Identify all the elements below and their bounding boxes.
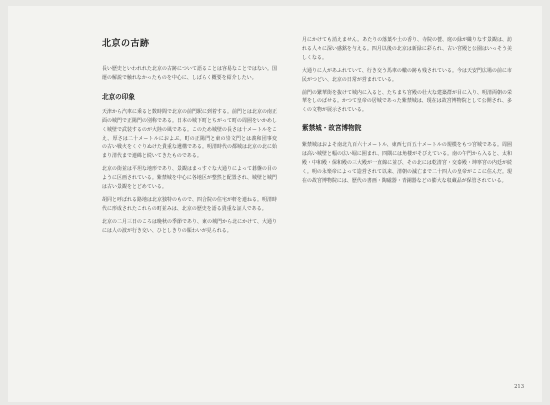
left-column <box>102 28 277 240</box>
intro-paragraph: 長い歴史といわれれた北京の古跡について語ることは容易なことではない。国運の解説で触れなかったものを中心に、しばらく概要を紹介したい。 <box>102 66 277 81</box>
body-paragraph: 北京の二月三日のころは晩秋の季節であり、東の城門から北にかけて、大通りには人の波が行き交い、ひとしきりの賑わいが見られる。 <box>102 218 277 234</box>
page-title: 北京の古跡 <box>102 39 150 49</box>
body-paragraph: 前門の繁華街を抜けて城内に入ると、たちまち宮殿の壮大な建築群が目に入り、明清両朝の栄華をしのばせる。かつて皇帝の居城であった紫禁城は、現在は故宮博物院として公開され、多くの文物が展示されている。 <box>302 89 512 114</box>
body-paragraph: 天津から汽車に乗ると数時間で北京の前門駅に到着する。前門とは北京の南正面の城門で正陽門の別称である。日本の城下町とちがって町の周囲をいかめしく城壁で武装するのが大陸の風である。このため城壁の長さは十メートルをこえ、厚さは二十メートルにおよぶ。町の正陽門と東の崇文門とは義和団事変の古い戦火をくぐりぬけた貴重な遺構である。明清時代の都城は北京の北に始まり清代まで連綿と続いてきたものである。 <box>102 108 277 160</box>
page-number: 213 <box>514 384 524 390</box>
body-paragraph: 北京の街並は平坦な地形であり、景観はまっすぐな大通りによって碁盤の目のように区画されている。紫禁城を中心に各地区が整然と配置され、城壁と城門は古い景観をとどめている。 <box>102 166 277 191</box>
section-heading-forbidden-city: 紫禁城・故宮博物院 <box>302 124 362 133</box>
body-paragraph: 大通りに人があふれていて、行き交う馬車の轍の跡も残されている。今は天安門広場の前に市民がつどい、北京の日常が営まれている。 <box>302 67 512 83</box>
section-heading-impression: 北京の印象 <box>102 92 135 101</box>
body-paragraph: 紫禁城はおよそ南北九百六十メートル、東西七百五十メートルの規模をもつ宮城である。周囲は高い城壁と幅の広い堀に囲まれ、四隅には角楼がそびえている。南の午門から入ると、太和殿・中和殿・保和殿の三大殿が一直線に並び、その北には乾清宮・交泰殿・坤寧宮の内廷が続く。明の永楽帝によって造営されて以来、清朝の滅亡まで二十四人の皇帝がここに住んだ。現在の故宮博物院には、歴代の書画・陶磁器・青銅器などの膨大な収蔵品が保管されている。 <box>302 142 512 184</box>
body-paragraph: 胡同と呼ばれる路地は北京独特のもので、四合院の住宅が軒を連ねる。明清時代に形成されたこれらの町並みは、北京の歴史を語る貴重な証人である。 <box>102 196 277 212</box>
right-column <box>302 36 512 190</box>
body-paragraph: 月にかけても消えません。あたりの落葉や土の香り、寺院の甍、庭の緑が織りなす景観は、訪れる人々に深い感銘を与える。四月以後の北京は新緑に彩られ、古い宮殿と公園はいっそう美しくなる。 <box>302 37 512 61</box>
document-page <box>8 6 542 402</box>
